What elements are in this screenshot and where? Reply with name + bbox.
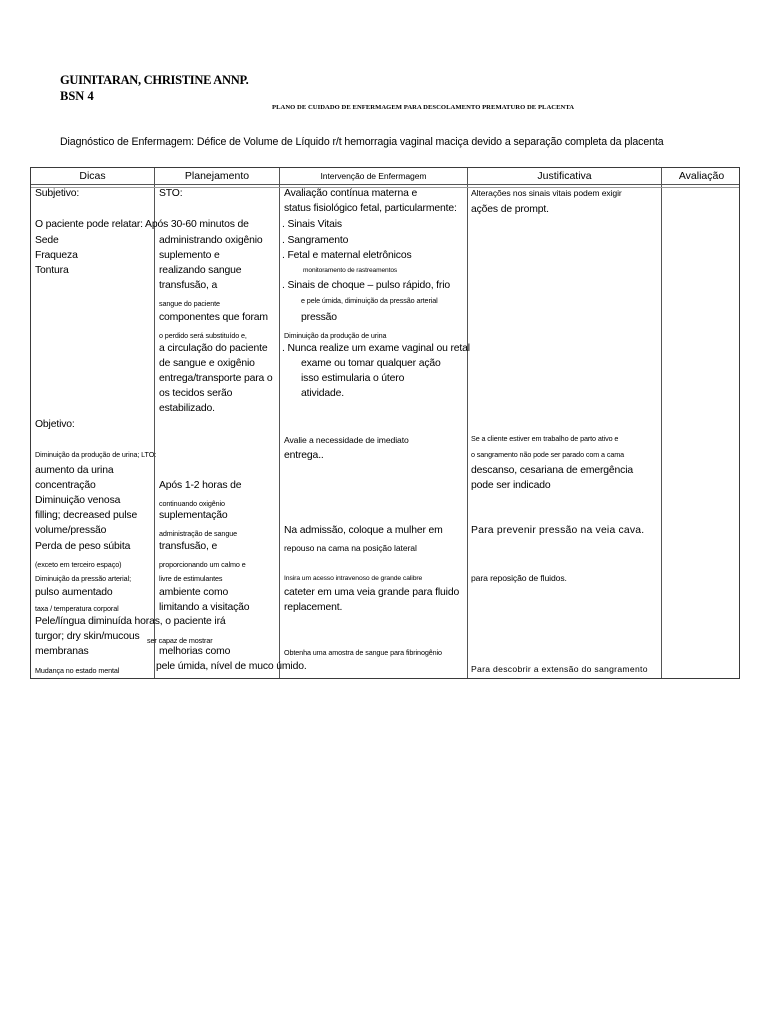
intervention-line: . Nunca realize um exame vaginal ou retal bbox=[282, 343, 470, 354]
dica-line: turgor; dry skin/mucous bbox=[35, 631, 140, 642]
plan-line: Após 1-2 horas de bbox=[159, 480, 242, 491]
intervention-line: status fisiológico fetal, particularmente: bbox=[284, 203, 457, 214]
dica-line: Pele/língua diminuída horas, o paciente irá bbox=[35, 616, 226, 627]
intervention-line: isso estimularia o útero bbox=[301, 373, 405, 384]
intervention-line: entrega.. bbox=[284, 450, 324, 461]
intervention-line: replacement. bbox=[284, 602, 343, 613]
intervention-line: Na admissão, coloque a mulher em bbox=[284, 525, 443, 536]
dica-line: taxa / temperatura corporal bbox=[35, 604, 119, 613]
plan-line: administrando oxigênio bbox=[159, 235, 263, 246]
student-class: BSN 4 bbox=[60, 89, 94, 103]
justification-line: Para prevenir pressão na veia cava. bbox=[471, 525, 645, 536]
plan-line: suplementação bbox=[159, 510, 228, 521]
dica-line: Subjetivo: bbox=[35, 188, 80, 199]
plan-line: proporcionando um calmo e bbox=[159, 560, 246, 569]
dica-line: Perda de peso súbita bbox=[35, 541, 131, 552]
dica-line: (exceto em terceiro espaço) bbox=[35, 560, 122, 569]
plan-line: sangue do paciente bbox=[159, 299, 220, 308]
plan-line: os tecidos serão bbox=[159, 388, 233, 399]
intervention-line: Diminuição da produção de urina bbox=[284, 331, 387, 340]
intervention-line: e pele úmida, diminuição da pressão arterial bbox=[301, 296, 438, 305]
nursing-diagnosis: Diagnóstico de Enfermagem: Défice de Volume de Líquido r/t hemorragia vaginal maciça devido a separação completa da placenta bbox=[60, 136, 664, 148]
col-header-justificativa: Justificativa bbox=[537, 170, 592, 182]
dica-line: Diminuição venosa bbox=[35, 495, 121, 506]
intervention-line: Obtenha uma amostra de sangue para fibrinogênio bbox=[284, 648, 442, 657]
intervention-line: repouso na cama na posição lateral bbox=[284, 543, 417, 553]
intervention-line: Insira um acesso intravenoso de grande calibre bbox=[284, 575, 423, 582]
plan-line: livre de estimulantes bbox=[159, 574, 223, 583]
justification-line: para reposição de fluidos. bbox=[471, 573, 567, 583]
justification-line: ações de prompt. bbox=[471, 204, 549, 215]
dica-line: Tontura bbox=[35, 265, 69, 276]
plan-line: suplemento e bbox=[159, 250, 220, 261]
intervention-line: Avaliação contínua materna e bbox=[284, 188, 418, 199]
plan-line: entrega/transporte para o bbox=[159, 373, 273, 384]
intervention-line: Avalie a necessidade de imediato bbox=[284, 435, 409, 445]
col-header-avaliacao: Avaliação bbox=[678, 170, 725, 182]
dica-line: pele úmida, nível de muco úmido. bbox=[156, 661, 307, 672]
col-header-intervencao: Intervenção de Enfermagem bbox=[320, 171, 427, 181]
dica-line: pulso aumentado bbox=[35, 587, 113, 598]
dica-line: Fraqueza bbox=[35, 250, 78, 261]
intervention-line: pressão bbox=[301, 312, 337, 323]
intervention-line: atividade. bbox=[301, 388, 344, 399]
dica-line: O paciente pode relatar: Após 30-60 minutos de bbox=[35, 219, 249, 230]
plan-line: administração de sangue bbox=[159, 529, 238, 538]
dica-line: Objetivo: bbox=[35, 419, 75, 430]
justification-line: descanso, cesariana de emergência bbox=[471, 465, 633, 476]
dica-line: aumento da urina bbox=[35, 465, 114, 476]
intervention-line: . Sinais de choque – pulso rápido, frio bbox=[282, 280, 451, 291]
dica-line: ser capaz de mostrar bbox=[147, 636, 213, 645]
plan-line: melhorias como bbox=[159, 646, 231, 657]
intervention-line: monitoramento de rastreamentos bbox=[303, 267, 398, 274]
plan-line: o perdido será substituído e, bbox=[159, 331, 247, 340]
plan-line: transfusão, e bbox=[159, 541, 218, 552]
intervention-line: . Sangramento bbox=[282, 235, 349, 246]
justification-line: Para descobrir a extensão do sangramento bbox=[471, 664, 648, 674]
care-plan-table bbox=[30, 167, 740, 679]
dica-line: Diminuição da pressão arterial; bbox=[35, 574, 131, 583]
intervention-line: . Fetal e maternal eletrônicos bbox=[282, 250, 412, 261]
plan-line: limitando a visitação bbox=[159, 602, 250, 613]
intervention-line: . Sinais Vitais bbox=[282, 219, 342, 230]
dica-line: Sede bbox=[35, 235, 59, 246]
plan-line: de sangue e oxigênio bbox=[159, 358, 255, 369]
dica-line: volume/pressão bbox=[35, 525, 107, 536]
dica-line: Mudança no estado mental bbox=[35, 666, 120, 675]
dica-line: concentração bbox=[35, 480, 96, 491]
dica-line: filling; decreased pulse bbox=[35, 510, 138, 521]
plan-line: transfusão, a bbox=[159, 280, 218, 291]
dica-line: membranas bbox=[35, 646, 89, 657]
plan-line: componentes que foram bbox=[159, 312, 268, 323]
plan-line: continuando oxigênio bbox=[159, 499, 225, 508]
justification-line: Alterações nos sinais vitais podem exigir bbox=[471, 188, 622, 198]
justification-line: o sangramento não pode ser parado com a cama bbox=[471, 450, 625, 459]
dica-line: Diminuição da produção de urina; LTO: bbox=[35, 450, 157, 459]
intervention-line: cateter em uma veia grande para fluido bbox=[284, 587, 460, 598]
col-header-dicas: Dicas bbox=[79, 170, 106, 182]
plan-line: estabilizado. bbox=[159, 403, 215, 414]
plan-line: STO: bbox=[159, 188, 183, 199]
plan-line: ambiente como bbox=[159, 587, 229, 598]
plan-title: PLANO DE CUIDADO DE ENFERMAGEM PARA DESCOLAMENTO PREMATURO DE PLACENTA bbox=[272, 104, 575, 111]
plan-line: realizando sangue bbox=[159, 265, 242, 276]
plan-line: a circulação do paciente bbox=[159, 343, 268, 354]
justification-line: Se a cliente estiver em trabalho de parto ativo e bbox=[471, 434, 619, 443]
intervention-line: exame ou tomar qualquer ação bbox=[301, 358, 441, 369]
student-name: GUINITARAN, CHRISTINE ANNP. bbox=[60, 73, 249, 87]
justification-line: pode ser indicado bbox=[471, 480, 551, 491]
col-header-planejamento: Planejamento bbox=[184, 170, 250, 182]
